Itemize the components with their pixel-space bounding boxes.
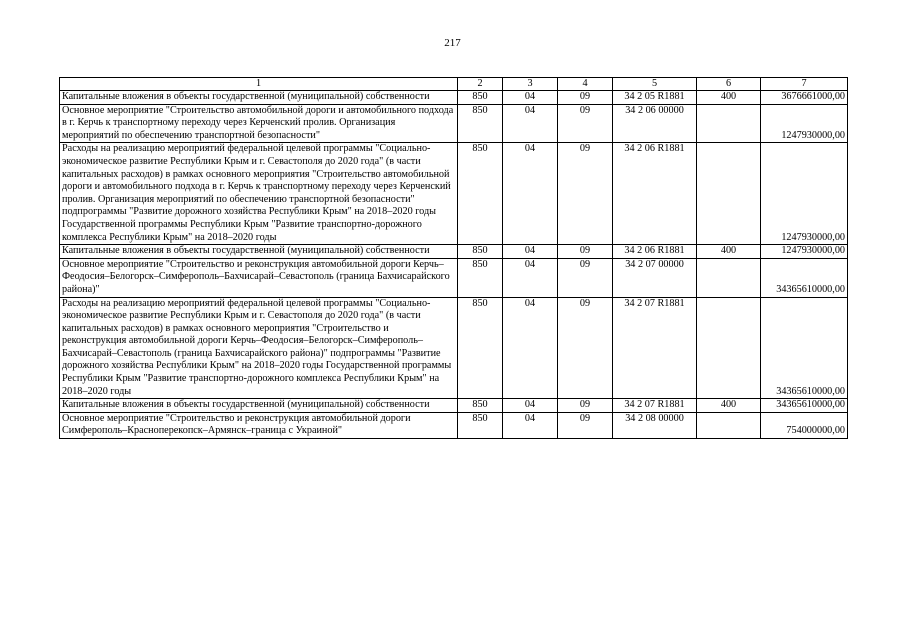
subsection-code: 09 <box>558 104 613 143</box>
ministry-code: 850 <box>458 412 503 438</box>
section-code: 04 <box>503 143 558 245</box>
amount: 1247930000,00 <box>761 104 848 143</box>
amount: 34365610000,00 <box>761 258 848 297</box>
expense-name: Основное мероприятие "Строительство и реконструкция автомобильной дороги Симферополь–Красноперекопск–Армянск–граница с Украиной" <box>60 412 458 438</box>
target-article: 34 2 05 R1881 <box>613 91 697 105</box>
table-row <box>60 297 848 399</box>
table-row <box>60 258 848 297</box>
table-row <box>60 412 848 438</box>
table-row <box>60 91 848 105</box>
amount: 34365610000,00 <box>761 399 848 413</box>
expense-name: Расходы на реализацию мероприятий федеральной целевой программы "Социально-экономическое развитие Республики Крым и г. Севастополя до 2020 года" (в части капитальных расходов) в рамках основного мероприятия "Строительство и реконструкция автомобильной дороги Керчь–Феодосия–Белогорск–Симферополь–Бахчисарай–Севастополь (граница Бахчисарайского района)" подпрограммы "Развитие дорожного хозяйства Республики Крым" на 2018–2020 годы Государственной программы Республики Крым "Развитие транспортно-дорожного комплекса Республики Крым" на 2018–2020 годы <box>60 297 458 399</box>
ministry-code: 850 <box>458 91 503 105</box>
column-header: 7 <box>761 78 848 91</box>
expense-type: 400 <box>697 91 761 105</box>
target-article: 34 2 07 00000 <box>613 258 697 297</box>
amount: 1247930000,00 <box>761 245 848 259</box>
section-code: 04 <box>503 258 558 297</box>
budget-table <box>59 77 848 439</box>
amount: 754000000,00 <box>761 412 848 438</box>
target-article: 34 2 07 R1881 <box>613 399 697 413</box>
table-row <box>60 143 848 245</box>
target-article: 34 2 06 R1881 <box>613 143 697 245</box>
expense-type <box>697 297 761 399</box>
subsection-code: 09 <box>558 91 613 105</box>
amount: 1247930000,00 <box>761 143 848 245</box>
expense-type <box>697 143 761 245</box>
expense-name: Основное мероприятие "Строительство и реконструкция автомобильной дороги Керчь–Феодосия–Белогорск–Симферополь–Бахчисарай–Севастополь (граница Бахчисарайского района)" <box>60 258 458 297</box>
target-article: 34 2 08 00000 <box>613 412 697 438</box>
section-code: 04 <box>503 104 558 143</box>
expense-name: Капитальные вложения в объекты государственной (муниципальной) собственности <box>60 245 458 259</box>
expense-type: 400 <box>697 245 761 259</box>
amount: 3676661000,00 <box>761 91 848 105</box>
column-header: 4 <box>558 78 613 91</box>
subsection-code: 09 <box>558 399 613 413</box>
expense-type <box>697 412 761 438</box>
table-row <box>60 399 848 413</box>
section-code: 04 <box>503 399 558 413</box>
target-article: 34 2 06 R1881 <box>613 245 697 259</box>
expense-type: 400 <box>697 399 761 413</box>
ministry-code: 850 <box>458 245 503 259</box>
table-row <box>60 245 848 259</box>
target-article: 34 2 06 00000 <box>613 104 697 143</box>
subsection-code: 09 <box>558 258 613 297</box>
column-number-row <box>60 78 848 91</box>
column-header: 3 <box>503 78 558 91</box>
column-header: 5 <box>613 78 697 91</box>
column-header: 6 <box>697 78 761 91</box>
expense-name: Расходы на реализацию мероприятий федеральной целевой программы "Социально-экономическое развитие Республики Крым и г. Севастополя до 2020 года" (в части капитальных расходов) в рамках основного мероприятия "Строительство автомобильной дороги и автомобильного подхода в г. Керчь к транспортному переходу через Керченский пролив. Организация мероприятий по обеспечению транспортной безопасности" подпрограммы "Развитие дорожного хозяйства Республики Крым" на 2018–2020 годы Государственной программы Республики Крым "Развитие транспортно-дорожного комплекса Республики Крым" на 2018–2020 годы <box>60 143 458 245</box>
ministry-code: 850 <box>458 104 503 143</box>
expense-name: Основное мероприятие "Строительство автомобильной дороги и автомобильного подхода в г. Керчь к транспортному переходу через Керченский пролив. Организация мероприятий по обеспечению транспортной безопасности" <box>60 104 458 143</box>
amount: 34365610000,00 <box>761 297 848 399</box>
ministry-code: 850 <box>458 143 503 245</box>
column-header: 1 <box>60 78 458 91</box>
ministry-code: 850 <box>458 258 503 297</box>
section-code: 04 <box>503 412 558 438</box>
section-code: 04 <box>503 91 558 105</box>
section-code: 04 <box>503 297 558 399</box>
expense-type <box>697 258 761 297</box>
expense-type <box>697 104 761 143</box>
expense-name: Капитальные вложения в объекты государственной (муниципальной) собственности <box>60 91 458 105</box>
section-code: 04 <box>503 245 558 259</box>
table-row <box>60 104 848 143</box>
subsection-code: 09 <box>558 412 613 438</box>
subsection-code: 09 <box>558 245 613 259</box>
ministry-code: 850 <box>458 399 503 413</box>
subsection-code: 09 <box>558 297 613 399</box>
ministry-code: 850 <box>458 297 503 399</box>
page-number: 217 <box>444 37 461 49</box>
column-header: 2 <box>458 78 503 91</box>
expense-name: Капитальные вложения в объекты государственной (муниципальной) собственности <box>60 399 458 413</box>
subsection-code: 09 <box>558 143 613 245</box>
target-article: 34 2 07 R1881 <box>613 297 697 399</box>
